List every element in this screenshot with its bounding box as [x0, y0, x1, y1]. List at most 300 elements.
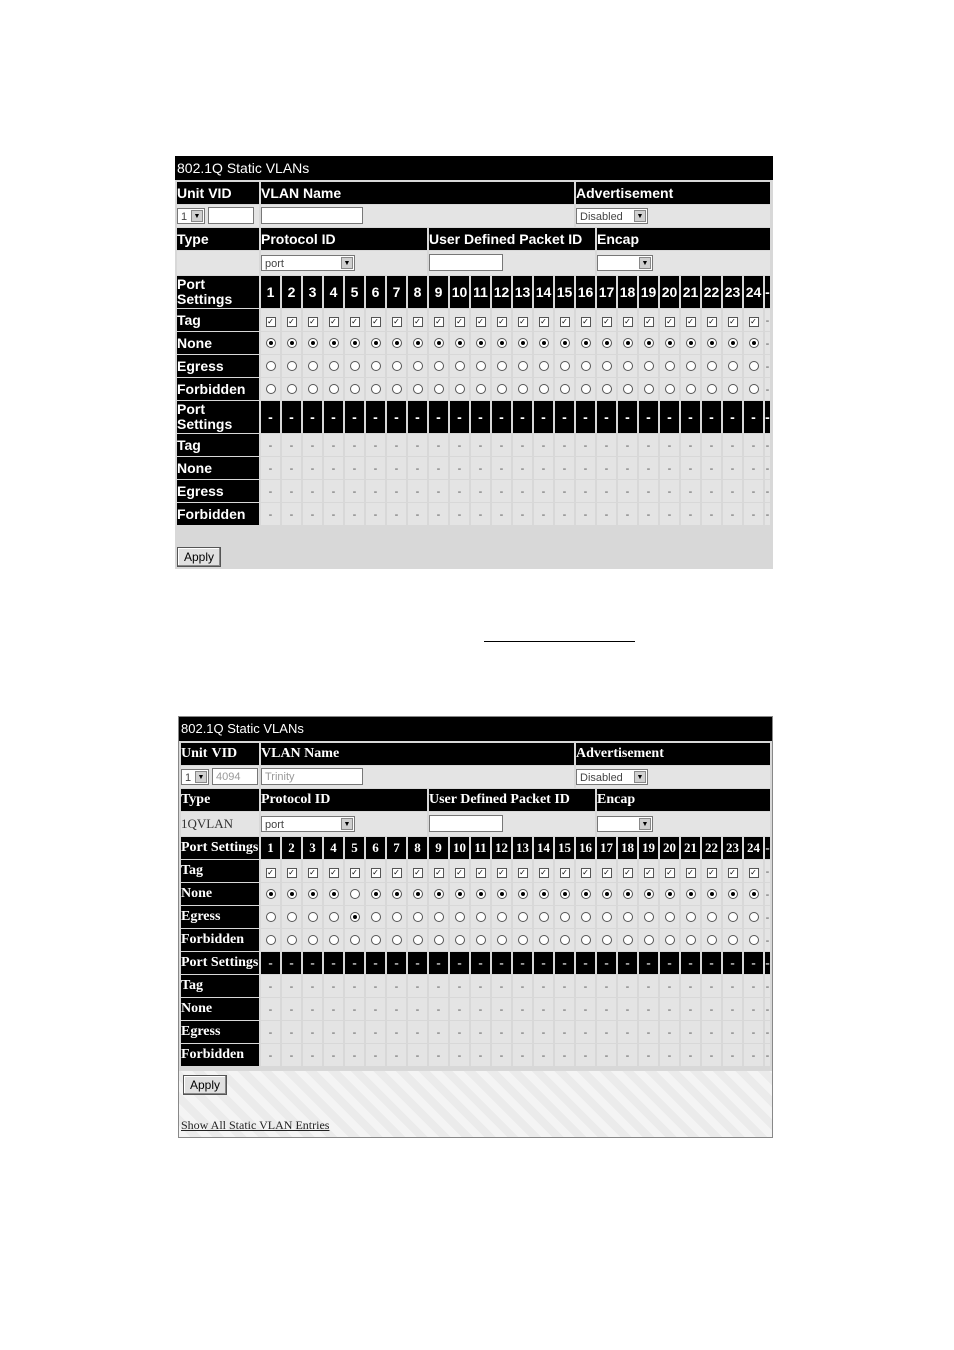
- tag-port-12[interactable]: [492, 860, 511, 882]
- egress-port-23[interactable]: [723, 906, 742, 928]
- radio-icon[interactable]: [665, 889, 675, 899]
- checkbox-icon[interactable]: ✓: [288, 868, 295, 877]
- forbidden-port-4[interactable]: [324, 378, 343, 400]
- forbidden-port-24[interactable]: [744, 929, 763, 951]
- radio-icon[interactable]: [518, 935, 528, 945]
- radio-icon[interactable]: [728, 384, 738, 394]
- radio-icon[interactable]: [728, 338, 738, 348]
- tag-port-13[interactable]: [513, 860, 532, 882]
- tag-port-4[interactable]: [324, 860, 343, 882]
- radio-icon[interactable]: [686, 935, 696, 945]
- radio-icon[interactable]: [413, 935, 423, 945]
- none-port-17[interactable]: [597, 883, 616, 905]
- checkbox-icon[interactable]: ✓: [687, 317, 694, 326]
- radio-icon[interactable]: [539, 361, 549, 371]
- radio-icon[interactable]: [392, 338, 402, 348]
- forbidden-port-23[interactable]: [723, 929, 742, 951]
- checkbox-icon[interactable]: ✓: [393, 868, 400, 877]
- none-port-11[interactable]: [471, 332, 490, 354]
- show-all-static-vlan-link[interactable]: Show All Static VLAN Entries: [181, 1118, 330, 1132]
- radio-icon[interactable]: [371, 912, 381, 922]
- egress-port-14[interactable]: [534, 355, 553, 377]
- radio-icon[interactable]: [455, 912, 465, 922]
- egress-port-8[interactable]: [408, 906, 427, 928]
- tag-port-22[interactable]: [702, 309, 721, 331]
- egress-port-10[interactable]: [450, 355, 469, 377]
- checkbox-icon[interactable]: ✓: [288, 317, 295, 326]
- checkbox-icon[interactable]: ✓: [582, 868, 589, 877]
- forbidden-port-23[interactable]: [723, 378, 742, 400]
- checkbox-icon[interactable]: ✓: [435, 868, 442, 877]
- chevron-down-icon[interactable]: ▼: [341, 257, 353, 269]
- forbidden-port-10[interactable]: [450, 929, 469, 951]
- none-port-2[interactable]: [282, 883, 301, 905]
- checkbox-icon[interactable]: ✓: [267, 317, 274, 326]
- egress-port-21[interactable]: [681, 355, 700, 377]
- tag-port-1[interactable]: [261, 860, 280, 882]
- none-port-5[interactable]: [345, 883, 364, 905]
- egress-port-19[interactable]: [639, 906, 658, 928]
- egress-port-9[interactable]: [429, 355, 448, 377]
- radio-icon[interactable]: [665, 935, 675, 945]
- forbidden-port-16[interactable]: [576, 929, 595, 951]
- forbidden-port-24[interactable]: [744, 378, 763, 400]
- user-defined-input[interactable]: [429, 254, 503, 271]
- radio-icon[interactable]: [623, 912, 633, 922]
- radio-icon[interactable]: [602, 889, 612, 899]
- tag-port-7[interactable]: [387, 860, 406, 882]
- none-port-14[interactable]: [534, 883, 553, 905]
- checkbox-icon[interactable]: ✓: [519, 317, 526, 326]
- radio-icon[interactable]: [434, 912, 444, 922]
- protocol-select[interactable]: [261, 255, 355, 271]
- checkbox-icon[interactable]: ✓: [414, 868, 421, 877]
- radio-icon[interactable]: [707, 361, 717, 371]
- none-port-18[interactable]: [618, 332, 637, 354]
- none-port-13[interactable]: [513, 883, 532, 905]
- forbidden-port-11[interactable]: [471, 929, 490, 951]
- radio-icon[interactable]: [350, 338, 360, 348]
- forbidden-port-11[interactable]: [471, 378, 490, 400]
- tag-port-7[interactable]: [387, 309, 406, 331]
- tag-port-13[interactable]: [513, 309, 532, 331]
- checkbox-icon[interactable]: ✓: [498, 868, 505, 877]
- radio-icon[interactable]: [476, 935, 486, 945]
- none-port-12[interactable]: [492, 332, 511, 354]
- forbidden-port-2[interactable]: [282, 378, 301, 400]
- egress-port-3[interactable]: [303, 906, 322, 928]
- radio-icon[interactable]: [266, 361, 276, 371]
- radio-icon[interactable]: [434, 384, 444, 394]
- tag-port-22[interactable]: [702, 860, 721, 882]
- radio-icon[interactable]: [476, 889, 486, 899]
- tag-port-18[interactable]: [618, 860, 637, 882]
- radio-icon[interactable]: [518, 889, 528, 899]
- radio-icon[interactable]: [602, 384, 612, 394]
- egress-port-17[interactable]: [597, 906, 616, 928]
- checkbox-icon[interactable]: ✓: [456, 317, 463, 326]
- radio-icon[interactable]: [266, 338, 276, 348]
- radio-icon[interactable]: [686, 889, 696, 899]
- egress-port-9[interactable]: [429, 906, 448, 928]
- tag-port-3[interactable]: [303, 860, 322, 882]
- egress-port-10[interactable]: [450, 906, 469, 928]
- tag-port-21[interactable]: [681, 309, 700, 331]
- radio-icon[interactable]: [350, 384, 360, 394]
- none-port-24[interactable]: [744, 332, 763, 354]
- forbidden-port-14[interactable]: [534, 378, 553, 400]
- radio-icon[interactable]: [476, 338, 486, 348]
- encap-select[interactable]: [597, 816, 653, 832]
- apply-button[interactable]: Apply: [183, 1075, 227, 1095]
- checkbox-icon[interactable]: ✓: [750, 317, 757, 326]
- encap-select[interactable]: [597, 255, 653, 271]
- forbidden-port-13[interactable]: [513, 378, 532, 400]
- none-port-3[interactable]: [303, 332, 322, 354]
- none-port-11[interactable]: [471, 883, 490, 905]
- forbidden-port-19[interactable]: [639, 929, 658, 951]
- forbidden-port-18[interactable]: [618, 378, 637, 400]
- forbidden-port-14[interactable]: [534, 929, 553, 951]
- tag-port-14[interactable]: [534, 860, 553, 882]
- tag-port-11[interactable]: [471, 309, 490, 331]
- radio-icon[interactable]: [455, 889, 465, 899]
- checkbox-icon[interactable]: ✓: [561, 868, 568, 877]
- egress-port-23[interactable]: [723, 355, 742, 377]
- radio-icon[interactable]: [539, 912, 549, 922]
- checkbox-icon[interactable]: ✓: [624, 868, 631, 877]
- radio-icon[interactable]: [371, 935, 381, 945]
- apply-button[interactable]: Apply: [177, 547, 221, 567]
- radio-icon[interactable]: [560, 935, 570, 945]
- forbidden-port-6[interactable]: [366, 929, 385, 951]
- none-port-13[interactable]: [513, 332, 532, 354]
- forbidden-port-1[interactable]: [261, 378, 280, 400]
- tag-port-3[interactable]: [303, 309, 322, 331]
- none-port-23[interactable]: [723, 332, 742, 354]
- radio-icon[interactable]: [308, 361, 318, 371]
- radio-icon[interactable]: [749, 384, 759, 394]
- radio-icon[interactable]: [686, 338, 696, 348]
- forbidden-port-15[interactable]: [555, 378, 574, 400]
- egress-port-15[interactable]: [555, 906, 574, 928]
- radio-icon[interactable]: [728, 361, 738, 371]
- radio-icon[interactable]: [728, 889, 738, 899]
- checkbox-icon[interactable]: ✓: [414, 317, 421, 326]
- advertisement-select[interactable]: [576, 769, 648, 785]
- egress-port-22[interactable]: [702, 355, 721, 377]
- tag-port-19[interactable]: [639, 309, 658, 331]
- forbidden-port-8[interactable]: [408, 378, 427, 400]
- egress-port-7[interactable]: [387, 355, 406, 377]
- egress-port-4[interactable]: [324, 906, 343, 928]
- none-port-6[interactable]: [366, 332, 385, 354]
- radio-icon[interactable]: [371, 361, 381, 371]
- none-port-15[interactable]: [555, 332, 574, 354]
- forbidden-port-5[interactable]: [345, 378, 364, 400]
- checkbox-icon[interactable]: ✓: [309, 868, 316, 877]
- checkbox-icon[interactable]: ✓: [729, 868, 736, 877]
- forbidden-port-20[interactable]: [660, 378, 679, 400]
- checkbox-icon[interactable]: ✓: [498, 317, 505, 326]
- tag-port-20[interactable]: [660, 860, 679, 882]
- radio-icon[interactable]: [329, 912, 339, 922]
- radio-icon[interactable]: [266, 384, 276, 394]
- radio-icon[interactable]: [560, 889, 570, 899]
- radio-icon[interactable]: [686, 361, 696, 371]
- tag-port-2[interactable]: [282, 309, 301, 331]
- none-port-8[interactable]: [408, 883, 427, 905]
- chevron-down-icon[interactable]: ▼: [639, 818, 651, 830]
- radio-icon[interactable]: [560, 384, 570, 394]
- none-port-21[interactable]: [681, 332, 700, 354]
- radio-icon[interactable]: [686, 384, 696, 394]
- radio-icon[interactable]: [539, 384, 549, 394]
- checkbox-icon[interactable]: ✓: [330, 868, 337, 877]
- tag-port-8[interactable]: [408, 309, 427, 331]
- radio-icon[interactable]: [266, 912, 276, 922]
- egress-port-15[interactable]: [555, 355, 574, 377]
- tag-port-17[interactable]: [597, 860, 616, 882]
- none-port-16[interactable]: [576, 883, 595, 905]
- radio-icon[interactable]: [749, 889, 759, 899]
- forbidden-port-20[interactable]: [660, 929, 679, 951]
- chevron-down-icon[interactable]: ▼: [634, 210, 646, 222]
- none-port-17[interactable]: [597, 332, 616, 354]
- radio-icon[interactable]: [476, 361, 486, 371]
- checkbox-icon[interactable]: ✓: [456, 868, 463, 877]
- tag-port-5[interactable]: [345, 309, 364, 331]
- egress-port-1[interactable]: [261, 355, 280, 377]
- protocol-select[interactable]: [261, 816, 355, 832]
- radio-icon[interactable]: [455, 384, 465, 394]
- radio-icon[interactable]: [434, 935, 444, 945]
- chevron-down-icon[interactable]: ▼: [191, 210, 203, 222]
- radio-icon[interactable]: [728, 935, 738, 945]
- tag-port-1[interactable]: [261, 309, 280, 331]
- egress-port-11[interactable]: [471, 906, 490, 928]
- none-port-5[interactable]: [345, 332, 364, 354]
- checkbox-icon[interactable]: ✓: [666, 317, 673, 326]
- forbidden-port-12[interactable]: [492, 378, 511, 400]
- egress-port-18[interactable]: [618, 906, 637, 928]
- radio-icon[interactable]: [329, 361, 339, 371]
- radio-icon[interactable]: [623, 889, 633, 899]
- none-port-6[interactable]: [366, 883, 385, 905]
- radio-icon[interactable]: [371, 384, 381, 394]
- radio-icon[interactable]: [602, 912, 612, 922]
- radio-icon[interactable]: [497, 889, 507, 899]
- checkbox-icon[interactable]: ✓: [477, 868, 484, 877]
- checkbox-icon[interactable]: ✓: [582, 317, 589, 326]
- unit-select[interactable]: [181, 769, 209, 785]
- radio-icon[interactable]: [371, 338, 381, 348]
- none-port-9[interactable]: [429, 883, 448, 905]
- none-port-10[interactable]: [450, 883, 469, 905]
- radio-icon[interactable]: [392, 935, 402, 945]
- forbidden-port-22[interactable]: [702, 378, 721, 400]
- checkbox-icon[interactable]: ✓: [267, 868, 274, 877]
- forbidden-port-9[interactable]: [429, 378, 448, 400]
- radio-icon[interactable]: [749, 361, 759, 371]
- radio-icon[interactable]: [287, 889, 297, 899]
- egress-port-2[interactable]: [282, 355, 301, 377]
- egress-port-19[interactable]: [639, 355, 658, 377]
- tag-port-23[interactable]: [723, 309, 742, 331]
- radio-icon[interactable]: [602, 361, 612, 371]
- tag-port-2[interactable]: [282, 860, 301, 882]
- radio-icon[interactable]: [560, 338, 570, 348]
- radio-icon[interactable]: [539, 338, 549, 348]
- none-port-15[interactable]: [555, 883, 574, 905]
- radio-icon[interactable]: [497, 361, 507, 371]
- tag-port-14[interactable]: [534, 309, 553, 331]
- radio-icon[interactable]: [308, 338, 318, 348]
- checkbox-icon[interactable]: ✓: [372, 868, 379, 877]
- radio-icon[interactable]: [581, 912, 591, 922]
- radio-icon[interactable]: [266, 889, 276, 899]
- egress-port-6[interactable]: [366, 355, 385, 377]
- checkbox-icon[interactable]: ✓: [645, 317, 652, 326]
- radio-icon[interactable]: [560, 912, 570, 922]
- radio-icon[interactable]: [665, 912, 675, 922]
- tag-port-20[interactable]: [660, 309, 679, 331]
- none-port-14[interactable]: [534, 332, 553, 354]
- egress-port-17[interactable]: [597, 355, 616, 377]
- none-port-23[interactable]: [723, 883, 742, 905]
- checkbox-icon[interactable]: ✓: [351, 868, 358, 877]
- radio-icon[interactable]: [644, 889, 654, 899]
- forbidden-port-15[interactable]: [555, 929, 574, 951]
- radio-icon[interactable]: [560, 361, 570, 371]
- none-port-9[interactable]: [429, 332, 448, 354]
- egress-port-13[interactable]: [513, 355, 532, 377]
- tag-port-23[interactable]: [723, 860, 742, 882]
- egress-port-24[interactable]: [744, 906, 763, 928]
- radio-icon[interactable]: [308, 935, 318, 945]
- radio-icon[interactable]: [518, 912, 528, 922]
- none-port-19[interactable]: [639, 332, 658, 354]
- radio-icon[interactable]: [287, 384, 297, 394]
- checkbox-icon[interactable]: ✓: [624, 317, 631, 326]
- radio-icon[interactable]: [581, 338, 591, 348]
- radio-icon[interactable]: [434, 338, 444, 348]
- radio-icon[interactable]: [413, 912, 423, 922]
- forbidden-port-5[interactable]: [345, 929, 364, 951]
- tag-port-17[interactable]: [597, 309, 616, 331]
- egress-port-6[interactable]: [366, 906, 385, 928]
- radio-icon[interactable]: [413, 384, 423, 394]
- forbidden-port-12[interactable]: [492, 929, 511, 951]
- radio-icon[interactable]: [329, 384, 339, 394]
- none-port-19[interactable]: [639, 883, 658, 905]
- radio-icon[interactable]: [392, 912, 402, 922]
- radio-icon[interactable]: [287, 935, 297, 945]
- checkbox-icon[interactable]: ✓: [393, 317, 400, 326]
- radio-icon[interactable]: [455, 361, 465, 371]
- forbidden-port-16[interactable]: [576, 378, 595, 400]
- radio-icon[interactable]: [644, 338, 654, 348]
- radio-icon[interactable]: [686, 912, 696, 922]
- checkbox-icon[interactable]: ✓: [687, 868, 694, 877]
- radio-icon[interactable]: [644, 935, 654, 945]
- checkbox-icon[interactable]: ✓: [645, 868, 652, 877]
- checkbox-icon[interactable]: ✓: [519, 868, 526, 877]
- radio-icon[interactable]: [350, 889, 360, 899]
- radio-icon[interactable]: [371, 889, 381, 899]
- none-port-8[interactable]: [408, 332, 427, 354]
- vlan-name-input[interactable]: [261, 207, 363, 224]
- radio-icon[interactable]: [476, 384, 486, 394]
- tag-port-4[interactable]: [324, 309, 343, 331]
- checkbox-icon[interactable]: ✓: [708, 317, 715, 326]
- none-port-1[interactable]: [261, 883, 280, 905]
- radio-icon[interactable]: [581, 935, 591, 945]
- tag-port-10[interactable]: [450, 309, 469, 331]
- forbidden-port-8[interactable]: [408, 929, 427, 951]
- egress-port-13[interactable]: [513, 906, 532, 928]
- radio-icon[interactable]: [644, 361, 654, 371]
- egress-port-24[interactable]: [744, 355, 763, 377]
- none-port-24[interactable]: [744, 883, 763, 905]
- tag-port-6[interactable]: [366, 860, 385, 882]
- egress-port-5[interactable]: [345, 355, 364, 377]
- tag-port-19[interactable]: [639, 860, 658, 882]
- chevron-down-icon[interactable]: ▼: [195, 771, 207, 783]
- radio-icon[interactable]: [392, 361, 402, 371]
- radio-icon[interactable]: [392, 384, 402, 394]
- chevron-down-icon[interactable]: ▼: [639, 257, 651, 269]
- radio-icon[interactable]: [707, 889, 717, 899]
- radio-icon[interactable]: [728, 912, 738, 922]
- tag-port-21[interactable]: [681, 860, 700, 882]
- radio-icon[interactable]: [413, 338, 423, 348]
- radio-icon[interactable]: [350, 935, 360, 945]
- egress-port-12[interactable]: [492, 355, 511, 377]
- vlan-name-input[interactable]: Trinity: [261, 768, 363, 785]
- checkbox-icon[interactable]: ✓: [330, 317, 337, 326]
- none-port-3[interactable]: [303, 883, 322, 905]
- none-port-22[interactable]: [702, 332, 721, 354]
- checkbox-icon[interactable]: ✓: [729, 317, 736, 326]
- forbidden-port-4[interactable]: [324, 929, 343, 951]
- radio-icon[interactable]: [518, 361, 528, 371]
- forbidden-port-3[interactable]: [303, 929, 322, 951]
- egress-port-2[interactable]: [282, 906, 301, 928]
- advertisement-select[interactable]: [576, 208, 648, 224]
- egress-port-11[interactable]: [471, 355, 490, 377]
- none-port-4[interactable]: [324, 332, 343, 354]
- egress-port-14[interactable]: [534, 906, 553, 928]
- checkbox-icon[interactable]: ✓: [708, 868, 715, 877]
- radio-icon[interactable]: [392, 889, 402, 899]
- radio-icon[interactable]: [329, 338, 339, 348]
- radio-icon[interactable]: [665, 361, 675, 371]
- egress-port-3[interactable]: [303, 355, 322, 377]
- egress-port-4[interactable]: [324, 355, 343, 377]
- radio-icon[interactable]: [539, 935, 549, 945]
- forbidden-port-9[interactable]: [429, 929, 448, 951]
- radio-icon[interactable]: [350, 361, 360, 371]
- radio-icon[interactable]: [329, 935, 339, 945]
- forbidden-port-21[interactable]: [681, 378, 700, 400]
- checkbox-icon[interactable]: ✓: [435, 317, 442, 326]
- chevron-down-icon[interactable]: ▼: [341, 818, 353, 830]
- none-port-7[interactable]: [387, 883, 406, 905]
- radio-icon[interactable]: [644, 912, 654, 922]
- checkbox-icon[interactable]: ✓: [666, 868, 673, 877]
- radio-icon[interactable]: [707, 338, 717, 348]
